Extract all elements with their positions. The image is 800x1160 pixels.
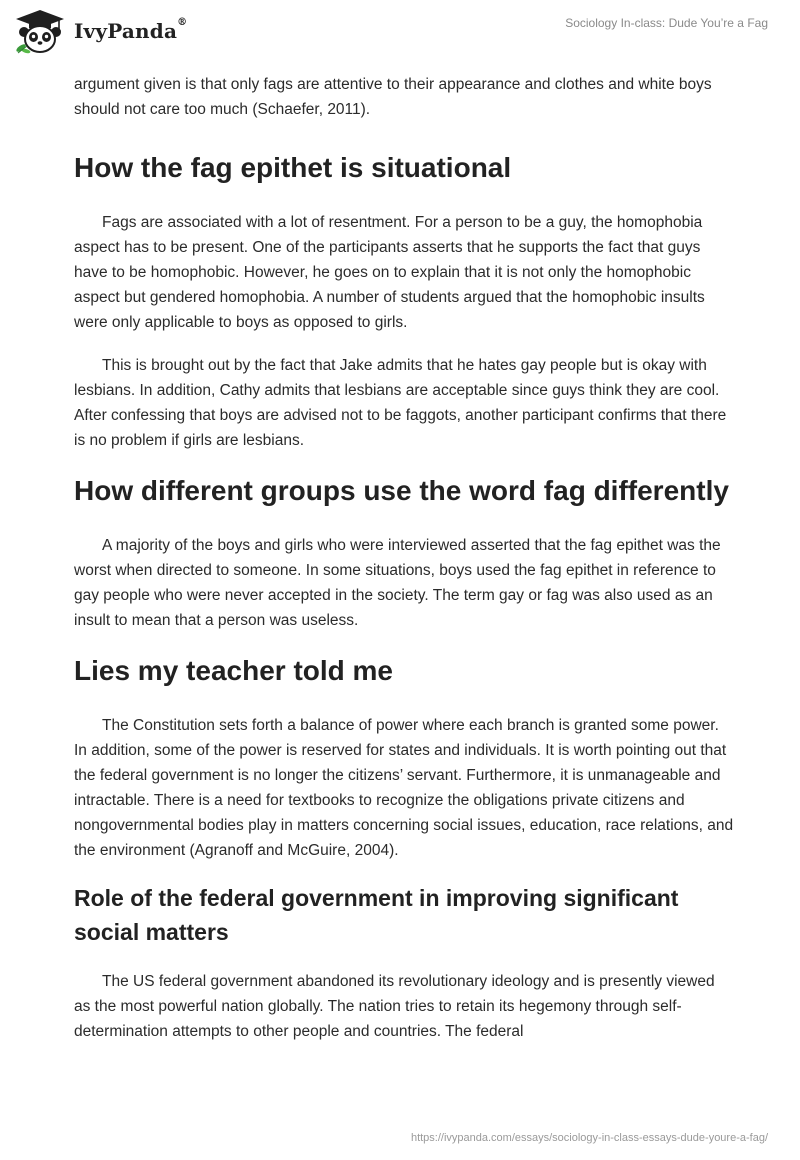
section-heading-role-federal-government: Role of the federal government in improving significant social matters: [74, 885, 679, 945]
source-url[interactable]: https://ivypanda.com/essays/sociology-in-class-essays-dude-youre-a-fag/: [410, 1132, 768, 1144]
paragraph: This is brought out by the fact that Jake admits that he hates gay people but is okay with lesbians. In addition, Cathy admits that lesbians are acceptable since guys think they are cool. After confessing that boys are advised not to be faggots, another participant confirms that there is no problem if girls are lesbians.: [74, 357, 727, 449]
article-body: [74, 72, 734, 1062]
lead-paragraph: argument given is that only fags are attentive to their appearance and clothes and white boys should not care too much (Schaefer, 2011).: [74, 76, 712, 118]
paragraph: The Constitution sets forth a balance of power where each branch is granted some power. In addition, some of the power is reserved for states and individuals. It is worth pointing out that the federal government is no longer the citizens’ servant. Furthermore, it is unmanageable and intractable. There is a need for textbooks to recognize the obligations private citizens and nongovernmental bodies play in matters concerning social issues, education, race relations, and the environment (Agranoff and McGuire, 2004).: [74, 717, 734, 859]
panda-graduate-icon: [14, 8, 66, 54]
ivypanda-logo[interactable]: [14, 8, 187, 54]
paragraph: A majority of the boys and girls who were interviewed asserted that the fag epithet was the worst when directed to someone. In some situations, boys used the fag epithet in reference to gay people who were never accepted in the society. The term gay or fag was also used as an insult to mean that a person was useless.: [74, 537, 721, 629]
paragraph: The US federal government abandoned its revolutionary ideology and is presently viewed as the most powerful nation globally. The nation tries to retain its hegemony through self-determination attempts to other people and countries. The federal: [74, 973, 715, 1040]
section-heading-groups-use-word: How different groups use the word fag differently: [74, 475, 729, 506]
section-heading-fag-epithet-situational: How the fag epithet is situational: [74, 152, 512, 183]
page-header: [0, 0, 800, 72]
registered-mark: ®: [177, 17, 188, 28]
paragraph: Fags are associated with a lot of resentment. For a person to be a guy, the homophobia aspect has to be present. One of the participants asserts that he supports the fact that guys have to be homophobic. However, he goes on to explain that it is not only the homophobic aspect but gendered homophobia. A number of students argued that the homophobic insults were only applicable to boys as opposed to girls.: [74, 214, 705, 331]
section-heading-lies-my-teacher: Lies my teacher told me: [74, 655, 394, 686]
brand-name: [74, 19, 187, 43]
document-title: Sociology In-class: Dude You’re a Fag: [565, 16, 768, 30]
brand-text: IvyPanda: [74, 19, 178, 43]
